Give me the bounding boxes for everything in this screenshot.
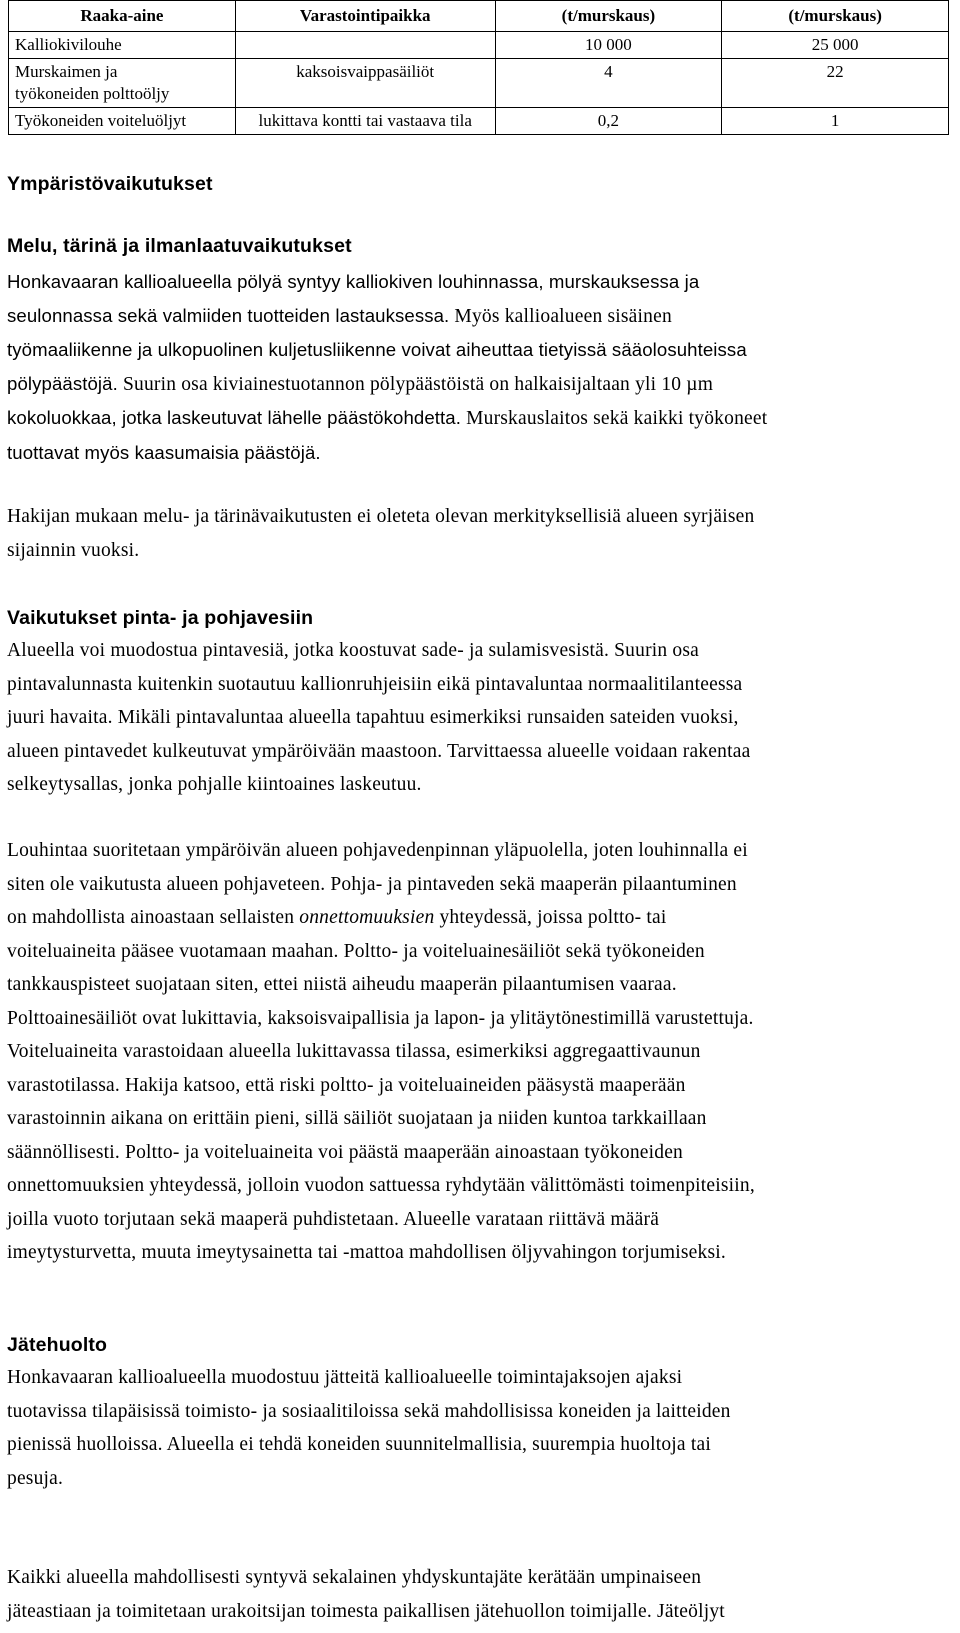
text-line: siten ole vaikutusta alueen pohjaveteen. Pohja- ja pintaveden sekä maaperän pilaantuminen bbox=[7, 873, 737, 895]
text-line: Alueella voi muodostua pintavesiä, jotka koostuvat sade- ja sulamisvesistä. Suurin osa bbox=[7, 640, 699, 661]
storage-table bbox=[8, 0, 949, 135]
column-header-amount-2: (t/murskaus) bbox=[722, 1, 949, 32]
text-line: Honkavaaran kallioalueella pölyä syntyy kalliokiven louhinnassa, murskauksessa ja bbox=[7, 271, 700, 292]
text-line: tankkauspisteet suojataan siten, ettei niistä aiheudu maaperän pilaantumisen vaaraa. bbox=[7, 974, 677, 995]
cell-material: Työkoneiden voiteluöljyt bbox=[9, 108, 236, 135]
cell-amount-1: 0,2 bbox=[495, 108, 722, 135]
text-line: alueen pintavedet kulkeutuvat ympäröivään maastoon. Tarvittaessa alueelle voidaan rakentaa bbox=[7, 740, 751, 762]
text-line: varastotilassa. Hakija katsoo, että riski poltto- ja voiteluaineiden pääsystä maaperään bbox=[7, 1074, 686, 1096]
cell-amount-1: 10 000 bbox=[495, 32, 722, 59]
text-line: sijainnin vuoksi. bbox=[7, 539, 140, 561]
table-row bbox=[9, 32, 949, 59]
text-line bbox=[7, 367, 957, 402]
section-heading-water: Vaikutukset pinta- ja pohjavesiin bbox=[7, 607, 314, 629]
noise-paragraph bbox=[7, 265, 957, 469]
cell-location: kaksoisvaippasäiliöt bbox=[235, 59, 495, 108]
waste-paragraph-1 bbox=[7, 1361, 957, 1495]
text-run: yhteydessä, joissa poltto- tai bbox=[434, 907, 667, 928]
text-line: säännöllisesti. Poltto- ja voiteluaineita voi päästä maaperään ainoastaan työkoneiden bbox=[7, 1141, 684, 1163]
text-line: tuottavat myös kaasumaisia päästöjä. bbox=[7, 441, 321, 463]
text-line: voiteluaineita pääsee vuotamaan maahan. Poltto- ja voiteluainesäiliöt sekä työkoneiden bbox=[7, 940, 705, 962]
cell-material-line: työkoneiden polttoöljy bbox=[15, 84, 170, 103]
cell-location bbox=[235, 32, 495, 59]
text-line bbox=[7, 901, 957, 935]
cell-amount-2: 1 bbox=[722, 108, 949, 135]
table-header-row bbox=[9, 1, 949, 32]
text-run: seulonnassa sekä valmiiden tuotteiden lastauksessa. bbox=[7, 304, 450, 326]
applicant-paragraph bbox=[7, 500, 957, 567]
text-line: onnettomuuksien yhteydessä, jolloin vuodon sattuessa ryhdytään välittömästi toimenpiteisiin, bbox=[7, 1175, 755, 1196]
cell-location: lukittava kontti tai vastaava tila bbox=[235, 108, 495, 135]
emphasized-text: onnettomuuksien bbox=[299, 907, 435, 928]
text-line bbox=[7, 401, 957, 436]
column-header-location: Varastointipaikka bbox=[235, 1, 495, 32]
text-run: kokoluokkaa, jotka laskeutuvat lähelle päästökohdetta. bbox=[7, 407, 462, 428]
cell-amount-2: 25 000 bbox=[722, 32, 949, 59]
water-paragraph-1 bbox=[7, 634, 957, 802]
cell-amount-1: 4 bbox=[495, 59, 722, 108]
text-run: Murskauslaitos sekä kaikki työkoneet bbox=[461, 408, 768, 429]
text-line: selkeytysallas, jonka pohjalle kiintoaines laskeutuu. bbox=[7, 774, 422, 795]
table-row bbox=[9, 108, 949, 135]
cell-amount-2: 22 bbox=[722, 59, 949, 108]
text-line: Polttoainesäiliöt ovat lukittavia, kaksoisvaipallisia ja lapon- ja ylitäytönestimillä varustettuja. bbox=[7, 1007, 754, 1029]
cell-material-line: Murskaimen ja bbox=[15, 62, 118, 81]
text-line: Voiteluaineita varastoidaan alueella lukittavassa tilassa, esimerkiksi aggregaattivaunun bbox=[7, 1041, 701, 1062]
text-run: Suurin osa kiviainestuotannon pölypäästöistä on halkaisijaltaan yli 10 µm bbox=[117, 373, 714, 395]
text-line: jäteastiaan ja toimitetaan urakoitsijan toimesta paikallisen jätehuollon toimijalle. Jäteöljyt bbox=[7, 1600, 725, 1622]
text-line: pesuja. bbox=[7, 1467, 64, 1489]
text-run: on mahdollista ainoastaan sellaisten bbox=[7, 907, 300, 928]
text-line: Louhintaa suoritetaan ympäröivän alueen pohjavedenpinnan yläpuolella, joten louhinnalla ei bbox=[7, 840, 748, 861]
text-line: Kaikki alueella mahdollisesti syntyvä sekalainen yhdyskuntajäte kerätään umpinaiseen bbox=[7, 1567, 702, 1588]
column-header-material: Raaka-aine bbox=[9, 1, 236, 32]
cell-material bbox=[9, 59, 236, 108]
text-line: imeytysturvetta, muuta imeytysainetta tai -mattoa mahdollisen öljyvahingon torjumiseksi. bbox=[7, 1242, 726, 1263]
text-line: Hakijan mukaan melu- ja tärinävaikutusten ei oleteta olevan merkityksellisiä alueen syrjäisen bbox=[7, 506, 755, 527]
text-line: juuri havaita. Mikäli pintavaluntaa alueella tapahtuu esimerkiksi runsaiden sateiden vuoksi, bbox=[7, 707, 739, 728]
text-line: työmaaliikenne ja ulkopuolinen kuljetusliikenne voivat aiheuttaa tietyissä sääolosuhteissa bbox=[7, 339, 747, 360]
text-line: tuotavissa tilapäisissä toimisto- ja sosiaalitiloissa sekä mahdollisissa koneiden ja laitteiden bbox=[7, 1400, 731, 1422]
table-row bbox=[9, 59, 949, 108]
text-line: joilla vuoto torjutaan sekä maaperä puhdistetaan. Alueelle varataan riittävä määrä bbox=[7, 1208, 660, 1230]
text-line: varastoinnin aikana on erittäin pieni, sillä säiliöt suojataan ja niiden kuntoa tarkkaillaan bbox=[7, 1108, 707, 1129]
text-run: Myös kallioalueen sisäinen bbox=[449, 305, 672, 327]
cell-material: Kalliokivilouhe bbox=[9, 32, 236, 59]
text-line: pienissä huolloissa. Alueella ei tehdä koneiden suunnitelmallisia, suurempia huoltoja tai bbox=[7, 1434, 711, 1455]
waste-paragraph-2 bbox=[7, 1561, 957, 1628]
section-heading-environment: Ympäristövaikutukset bbox=[7, 173, 213, 195]
section-heading-waste: Jätehuolto bbox=[7, 1334, 108, 1356]
text-line: pintavalunnasta kuitenkin suotautuu kallionruhjeisiin eikä pintavaluntaa normaalitilanteessa bbox=[7, 673, 743, 695]
section-heading-noise: Melu, tärinä ja ilmanlaatuvaikutukset bbox=[7, 235, 352, 257]
text-line: Honkavaaran kallioalueella muodostuu jätteitä kallioalueelle toimintajaksojen ajaksi bbox=[7, 1367, 683, 1388]
text-run: pölypäästöjä. bbox=[7, 372, 118, 394]
column-header-amount-1: (t/murskaus) bbox=[495, 1, 722, 32]
water-paragraph-2 bbox=[7, 834, 957, 1270]
text-line bbox=[7, 299, 957, 334]
